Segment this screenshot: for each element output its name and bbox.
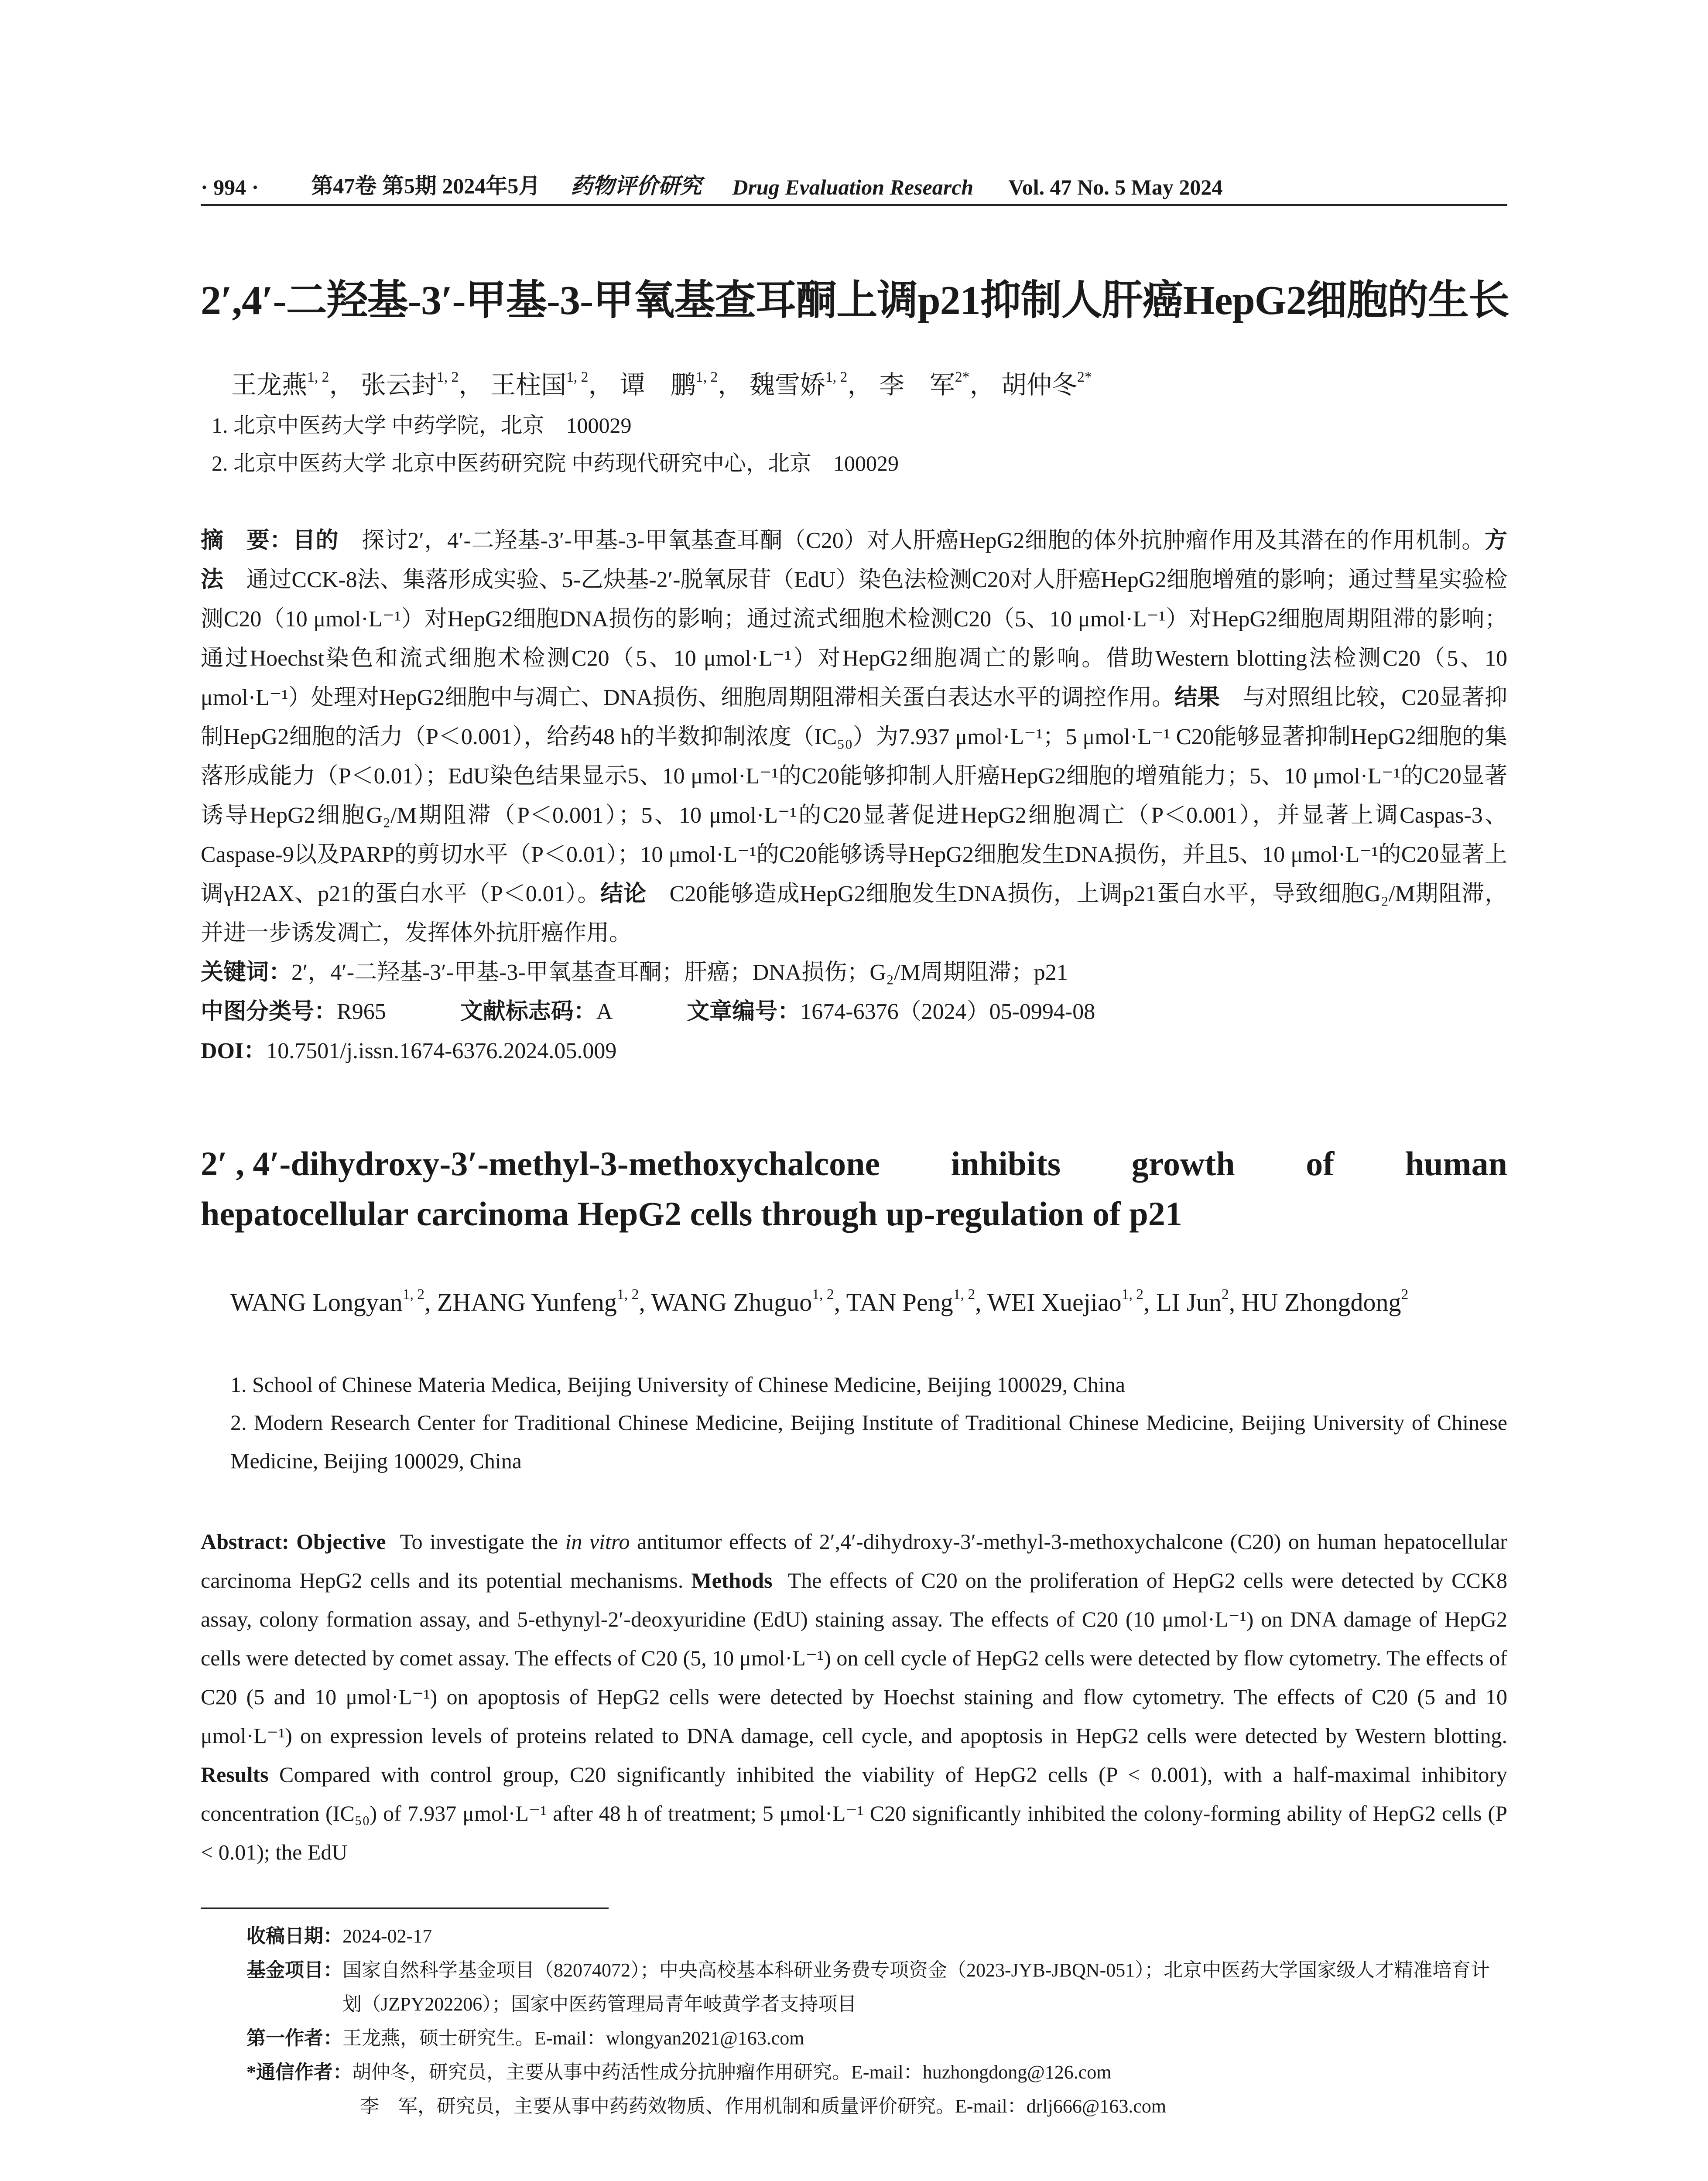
objective-italic-en: in vitro: [565, 1529, 630, 1554]
author-name-cn: 张云封: [360, 371, 437, 399]
author-name-en: LI Jun: [1156, 1288, 1222, 1316]
author-affiliation-mark: 1, 2: [825, 369, 848, 386]
methods-text-en: The effects of C20 on the proliferation of HepG2 cells were detected by CCK8 assay, colony formation assay, and 5-ethynyl-2′-deoxyuridine (EdU) staining assay. The effects of C20 (10 μmol·L⁻¹) on DNA damage of HepG2 cells were detected by comet assay. The effects of C20 (5, 10 μmol·L⁻¹) on cell cycle of HepG2 cells were detected by flow cytometry. The effects of C20 (5 and 10 μmol·L⁻¹) on apoptosis of HepG2 cells were detected by Hoechst staining and flow cytometry. The effects of C20 (5 and 10 μmol·L⁻¹) on expression levels of proteins related to DNA damage, cell cycle, and apoptosis in HepG2 cells were detected by Western blotting.: [201, 1568, 1507, 1748]
article-title-cn: 2′,4′-二羟基-3′-甲基-3-甲氧基查耳酮上调p21抑制人肝癌HepG2细胞的生长: [201, 278, 1509, 323]
title-en-word: of: [1306, 1145, 1335, 1183]
abstract-label-en: Abstract:: [201, 1529, 289, 1554]
received-date: [246, 1919, 1507, 1953]
author-name-en: ZHANG Yunfeng: [437, 1288, 617, 1316]
author-name-cn: 魏雪娇: [749, 371, 825, 399]
keywords-text-cn: 2′，4′-二羟基-3′-甲基-3-甲氧基查耳酮；肝癌；DNA损伤；G₂/M周期阻滞；p21: [291, 960, 1068, 985]
author-affiliation-mark: 2: [1401, 1286, 1409, 1303]
footnote-divider: [201, 1908, 609, 1909]
title-en-word: inhibits: [951, 1145, 1061, 1183]
author-name-cn: 王龙燕: [231, 371, 308, 399]
affiliation-en-1: 1. School of Chinese Materia Medica, Beijing University of Chinese Medicine, Beijing 100029, China: [230, 1372, 1126, 1397]
conclusion-label-cn: 结论: [600, 882, 647, 906]
affiliation-cn-2: 2. 北京中医药大学 北京中医药研究院 中药现代研究中心，北京 100029: [212, 451, 899, 475]
author-affiliation-mark: 2: [1221, 1286, 1229, 1303]
author-name-en: WANG Zhuguo: [651, 1288, 812, 1316]
clc-value: R965: [337, 999, 386, 1024]
running-header: [201, 165, 1507, 200]
author-affiliation-mark: 1, 2: [436, 369, 459, 386]
clc-label: 中图分类号：: [201, 999, 337, 1024]
author-affiliation-mark: 1, 2: [616, 1286, 639, 1303]
author-list-en: WANG Longyan$^{1, 2}$, ZHANG Yunfeng$^{1, 2}$, WANG Zhuguo$^{1, 2}$, TAN Peng$^{1, 2}$, WEI Xuejiao$^{1, 2}$, LI Jun$^2$, HU Zhongdong$^2$: [230, 1286, 1409, 1316]
results-text-cn: 与对照组比较，C20显著抑制HepG2细胞的活力（P＜0.001），给药48 h的半数抑制浓度（IC₅₀）为7.937 μmol·L⁻¹；5 μmol·L⁻¹ C20能够显著抑制HepG2细胞的集落形成能力（P＜0.01）；EdU染色结果显示5、10 μmol·L⁻¹的C20能够抑制人肝癌HepG2细胞的增殖能力；5、10 μmol·L⁻¹的C20显著诱导HepG2细胞G₂/M期阻滞（P＜0.001）；5、10 μmol·L⁻¹的C20显著促进HepG2细胞凋亡（P＜0.001），并显著上调Caspas-3、Caspase-9以及PARP的剪切水平（P＜0.01）；10 μmol·L⁻¹的C20能够诱导HepG2细胞发生DNA损伤，并且5、10 μmol·L⁻¹的C20显著上调γH2AX、p21的蛋白水平（P＜0.01）。: [201, 685, 1507, 906]
author-name-cn: 王柱国: [490, 371, 566, 399]
doc-code-value: A: [596, 999, 613, 1024]
author-affiliation-mark: 1, 2: [812, 1286, 834, 1303]
doc-code-label: 文献标志码：: [460, 999, 596, 1024]
received-value: 2024-02-17: [342, 1925, 432, 1947]
author-affiliation-mark: 2*: [955, 369, 970, 386]
title-en-word: human: [1405, 1145, 1507, 1183]
author-list-cn: 王龙燕$^{1, 2}$， 张云封$^{1, 2}$， 王柱国$^{1, 2}$， 谭 鹏$^{1, 2}$， 魏雪娇$^{1, 2}$， 李 军$^{2*}$， 胡仲冬$^{2*}$: [231, 369, 1092, 399]
article-title-en: [201, 1138, 1507, 1239]
corresponding-value-1: 胡仲冬，研究员，主要从事中药活性成分抗肿瘤作用研究。E-mail：huzhongdong@126.com: [352, 2061, 1112, 2083]
page-number: · 994 ·: [201, 175, 259, 199]
author-name-en: HU Zhongdong: [1241, 1288, 1401, 1316]
author-affiliation-mark: 1, 2: [307, 369, 329, 386]
author-name-cn: 胡仲冬: [1001, 371, 1078, 399]
author-affiliation-mark: 1, 2: [1121, 1286, 1144, 1303]
author-name-cn: 李 军: [879, 371, 955, 399]
methods-label-cn: 方法: [201, 528, 1507, 592]
corresponding-value-2: 李 军，研究员，主要从事中药药效物质、作用机制和质量评价研究。E-mail：drlj666@163.com: [360, 2096, 1167, 2117]
fund-note: [246, 1953, 1507, 2021]
journal-logo-cn: 药物评价研究: [571, 174, 702, 198]
fund-label: 基金项目：: [246, 1959, 342, 1981]
author-affiliation-mark: 2*: [1077, 369, 1092, 386]
author-affiliation-mark: 1, 2: [402, 1286, 425, 1303]
author-affiliation-mark: 1, 2: [566, 369, 589, 386]
abstract-cn: [201, 521, 1507, 1071]
methods-text-cn: 通过CCK-8法、集落形成实验、5-乙炔基-2′-脱氧尿苷（EdU）染色法检测C20对人肝癌HepG2细胞增殖的影响；通过彗星实验检测C20（10 μmol·L⁻¹）对HepG2细胞DNA损伤的影响；通过流式细胞术检测C20（5、10 μmol·L⁻¹）对HepG2细胞周期阻滞的影响；通过Hoechst染色和流式细胞术检测C20（5、10 μmol·L⁻¹）对HepG2细胞凋亡的影响。借助Western blotting法检测C20（5、10 μmol·L⁻¹）处理对HepG2细胞中与凋亡、DNA损伤、细胞周期阻滞相关蛋白表达水平的调控作用。: [201, 567, 1507, 710]
abstract-label-cn: 摘 要：: [201, 528, 293, 553]
header-divider: [201, 204, 1507, 206]
author-affiliation-mark: 1, 2: [695, 369, 718, 386]
footnotes: [246, 1919, 1507, 2123]
author-name-en: WANG Longyan: [230, 1288, 403, 1316]
results-label-cn: 结果: [1174, 685, 1220, 710]
results-text-en: Compared with control group, C20 significantly inhibited the viability of HepG2 cells (P < 0.001), with a half-maximal inhibitory concentration (IC₅₀) of 7.937 μmol·L⁻¹ after 48 h of treatment; 5 μmol·L⁻¹ C20 significantly inhibited the colony-forming ability of HepG2 cells (P < 0.01); the EdU: [201, 1762, 1507, 1864]
fund-value: 国家自然科学基金项目（82074072）；中央高校基本科研业务费专项资金（2023-JYB-JBQN-051）；北京中医药大学国家级人才精准培育计划（JZPY202206）；国家中医药管理局青年岐黄学者支持项目: [342, 1959, 1490, 2015]
results-label-en: Results: [201, 1762, 269, 1787]
article-no-label: 文章编号：: [687, 999, 801, 1024]
first-author-value: 王龙燕，硕士研究生。E-mail：wlongyan2021@163.com: [342, 2027, 804, 2049]
author-name-cn: 谭 鹏: [620, 371, 696, 399]
title-en-line-2: hepatocellular carcinoma HepG2 cells through up-regulation of p21: [201, 1195, 1182, 1233]
objective-label-en: Objective: [296, 1529, 386, 1554]
affiliation-cn-1: 1. 北京中医药大学 中药学院，北京 100029: [212, 413, 632, 438]
volume-issue-cn: 第47卷 第5期 2024年5月: [311, 174, 541, 198]
keywords-cn: [201, 953, 1507, 992]
keywords-label-cn: 关键词：: [201, 960, 292, 985]
objective-text-en: To investigate the: [400, 1529, 565, 1554]
author-name-en: WEI Xuejiao: [987, 1288, 1122, 1316]
author-name-en: TAN Peng: [846, 1288, 953, 1316]
objective-text-cn: 探讨2′，4′-二羟基-3′-甲基-3-甲氧基查耳酮（C20）对人肝癌HepG2细胞的体外抗肿瘤作用及其潜在的作用机制。: [361, 528, 1485, 553]
received-label: 收稿日期：: [246, 1925, 342, 1947]
article-no-value: 1674-6376（2024）05-0994-08: [800, 999, 1095, 1024]
volume-issue-en: Vol. 47 No. 5 May 2024: [1008, 175, 1223, 199]
objective-label-cn: 目的: [292, 528, 339, 553]
author-affiliation-mark: 1, 2: [953, 1286, 976, 1303]
methods-label-en: Methods: [691, 1568, 773, 1593]
doi-label: DOI：: [201, 1039, 267, 1063]
doi-line: [201, 1032, 1507, 1071]
first-author-note: [246, 2021, 1507, 2055]
title-en-word: 2′ , 4′-dihydroxy-3′-methyl-3-methoxychalcone: [201, 1145, 880, 1183]
title-en-word: growth: [1131, 1145, 1235, 1183]
abstract-en: [201, 1522, 1507, 1872]
conclusion-text-cn: C20能够造成HepG2细胞发生DNA损伤，上调p21蛋白水平，导致细胞G₂/M期阻滞，并进一步诱发凋亡，发挥体外抗肝癌作用。: [201, 882, 1507, 946]
affiliation-en-2: 2. Modern Research Center for Traditional Chinese Medicine, Beijing Institute of Traditional Chinese Medicine, Beijing University of Chinese Medicine, Beijing 100029, China: [230, 1410, 1507, 1473]
classification-line: [201, 992, 1507, 1032]
doi-value[interactable]: 10.7501/j.issn.1674-6376.2024.05.009: [266, 1039, 617, 1063]
objective-text-en-2: antitumor effects of 2′,4′-dihydroxy-3′-methyl-3-methoxychalcone (C20) on human hepatocellular carcinoma HepG2 cells and its potential mechanisms.: [201, 1529, 1507, 1593]
corresponding-author-note: [246, 2055, 1507, 2089]
corresponding-label: *通信作者：: [246, 2061, 352, 2083]
journal-name-en: Drug Evaluation Research: [732, 175, 974, 199]
first-author-label: 第一作者：: [246, 2027, 342, 2049]
